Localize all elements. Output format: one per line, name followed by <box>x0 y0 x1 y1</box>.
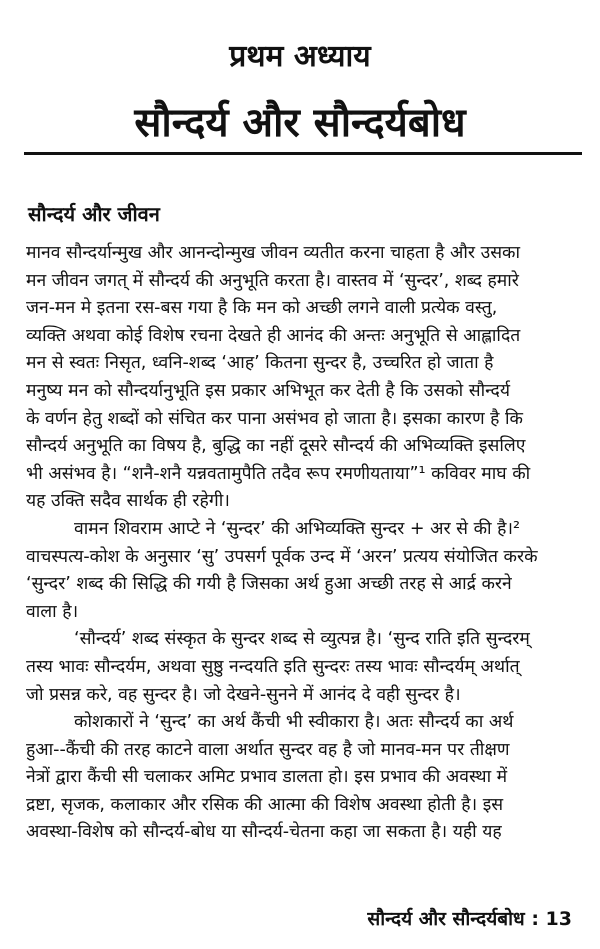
text-line: वामन शिवराम आप्टे ने ‘सुन्दर’ की अभिव्यक्ति सुन्दर + अर से की है।² <box>74 518 521 539</box>
chapter-label: प्रथम अध्याय <box>229 39 371 74</box>
paragraph-3 <box>26 626 580 709</box>
title-divider <box>24 152 582 155</box>
text-line: हुआ--कैंची की तरह काटने वाला अर्थात सुन्दर वह है जो मानव-मन पर तीक्षण <box>26 739 510 760</box>
paragraph-2 <box>26 516 580 626</box>
paragraph-4 <box>26 709 580 847</box>
text-line: ‘सुन्दर’ शब्द की सिद्धि की गयी है जिसका अर्थ हुआ अच्छी तरह से आर्द्र करने <box>26 574 512 595</box>
text-line: वाचस्पत्य-कोश के अनुसार ‘सु’ उपसर्ग पूर्वक उन्द में ‘अरन’ प्रत्यय संयोजित करके <box>26 546 538 567</box>
text-line: वाला है। <box>26 601 79 622</box>
text-line: जो प्रसन्न करे, वह सुन्दर है। जो देखने-सुनने में आनंद दे वही सुन्दर है। <box>26 684 461 705</box>
text-line: सौन्दर्य अनुभूति का विषय है, बुद्धि का नहीं दूसरे सौन्दर्य की अभिव्यक्ति इसलिए <box>26 436 526 457</box>
section-heading: सौन्दर्य और जीवन <box>28 202 160 226</box>
body-text <box>26 240 580 847</box>
text-line: द्रष्टा, सृजक, कलाकार और रसिक की आत्मा की विशेष अवस्था होती है। इस <box>26 794 504 815</box>
running-footer: सौन्दर्य और सौन्दर्यबोध : 13 <box>367 908 572 930</box>
text-line: मनुष्य मन को सौन्दर्यानुभूति इस प्रकार अभिभूत कर देती है कि उसको सौन्दर्य <box>26 380 510 401</box>
text-line: मानव सौन्दर्यान्मुख और आनन्दोन्मुख जीवन व्यतीत करना चाहता है और उसका <box>26 243 521 263</box>
text-line: कोशकारों ने ‘सुन्द’ का अर्थ कैंची भी स्वीकारा है। अतः सौन्दर्य का अर्थ <box>74 712 514 733</box>
text-line: के वर्णन हेतु शब्दों को संचित कर पाना असंभव हो जाता है। इसका कारण है कि <box>26 408 523 429</box>
text-line: भी असंभव है। “शनै-शनै यन्नवतामुपैति तदैव रूप रमणीयताया”¹ कविवर माघ की <box>26 463 531 484</box>
text-line: तस्य भावः सौन्दर्यम, अथवा सुष्ठु नन्दयति इति सुन्दरः तस्य भावः सौन्दर्यम् अर्थात् <box>26 656 520 677</box>
text-line: अवस्था-विशेष को सौन्दर्य-बोध या सौन्दर्य-चेतना कहा जा सकता है। यही यह <box>26 822 502 843</box>
text-line: यह उक्ति सदैव सार्थक ही रहेगी। <box>26 491 230 512</box>
text-line: मन जीवन जगत् में सौन्दर्य की अनुभूति करता है। वास्तव में ‘सुन्दर’, शब्द हमारे <box>26 270 519 291</box>
text-line: जन-मन मे इतना रस-बस गया है कि मन को अच्छी लगने वाली प्रत्येक वस्तु, <box>26 298 498 319</box>
text-line: व्यक्ति अथवा कोई विशेष रचना देखते ही आनंद की अन्तः अनुभूति से आह्लादित <box>26 325 521 346</box>
text-line: नेत्रों द्वारा कैंची सी चलाकर अमिट प्रभाव डालता हो। इस प्रभाव की अवस्था में <box>26 767 508 788</box>
paragraph-1 <box>26 240 580 516</box>
text-line: ‘सौन्दर्य’ शब्द संस्कृत के सुन्दर शब्द से व्युत्पन्न है। ‘सुन्द राति इति सुन्दरम् <box>74 629 530 650</box>
text-line: मन से स्वतः निसृत, ध्वनि-शब्द ‘आह’ कितना सुन्दर है, उच्चरित हो जाता है <box>26 353 494 374</box>
chapter-title: सौन्दर्य और सौन्दर्यबोध <box>134 100 466 146</box>
